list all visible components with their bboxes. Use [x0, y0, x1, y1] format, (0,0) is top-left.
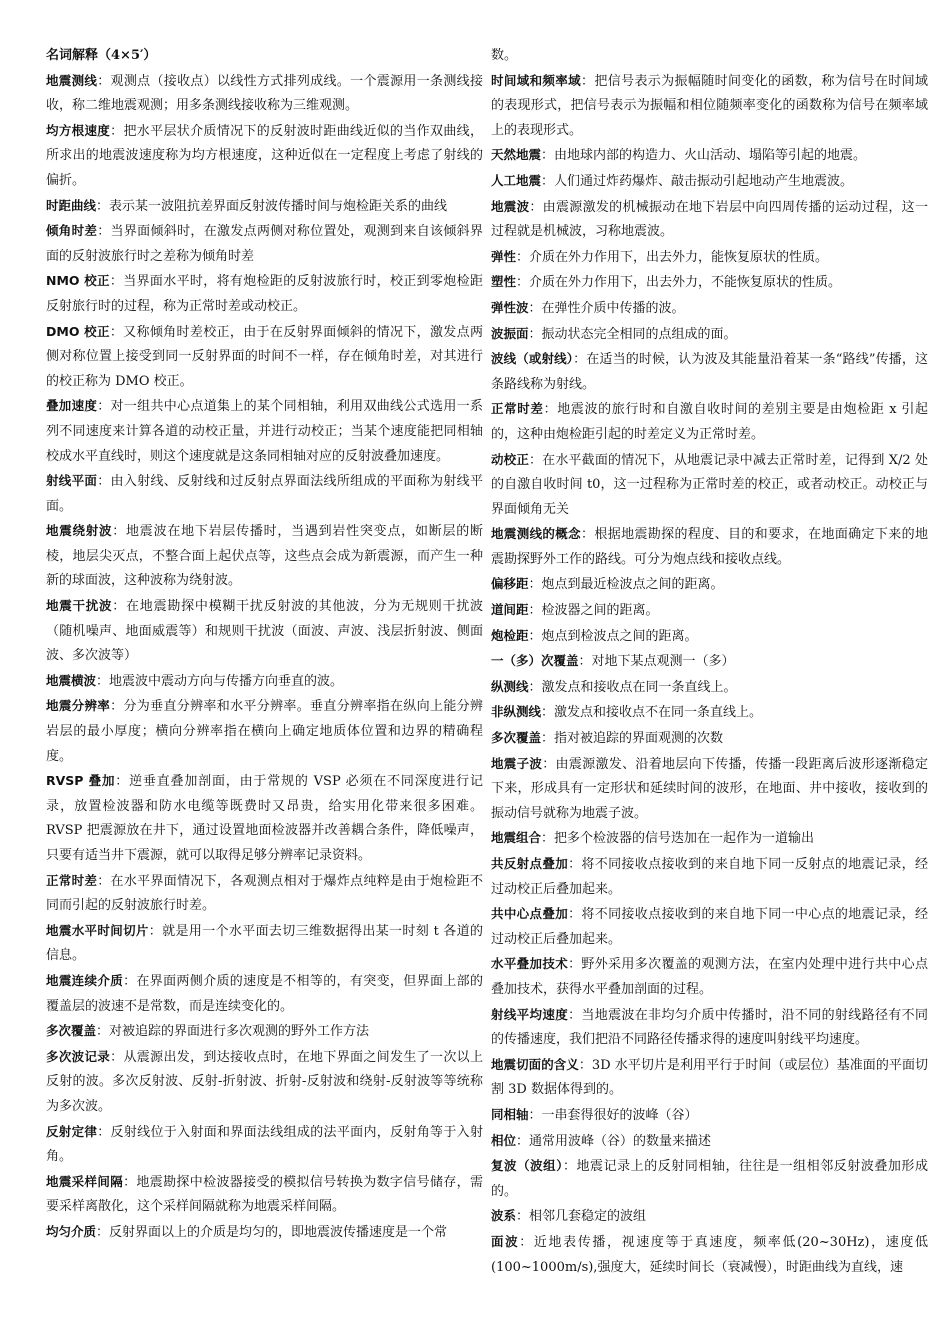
- term-label: 同相轴: [491, 1106, 529, 1122]
- term-label: 地震水平时间切片: [46, 922, 149, 938]
- term-entry: [46, 219, 483, 269]
- term-entry: [491, 143, 928, 169]
- term-definition: ：反射线位于入射面和界面法线组成的法平面内，反射角等于入射角。: [46, 1124, 483, 1165]
- term-definition: ：把多个检波器的信号迭加在一起作为一道输出: [541, 831, 815, 847]
- term-entry: [46, 119, 483, 194]
- term-label: 时间域和频率域: [491, 72, 582, 88]
- term-definition: ：地震波中震动方向与传播方向垂直的波。: [96, 673, 344, 689]
- term-entry: [491, 270, 928, 296]
- term-definition: ：振动状态完全相同的点组成的面。: [528, 326, 737, 342]
- term-label: 动校正: [491, 451, 529, 467]
- term-label: 多次波记录: [46, 1048, 111, 1064]
- right-entry-list: [491, 44, 928, 1280]
- term-label: 地震采样间隔: [46, 1173, 124, 1189]
- term-entry: [491, 726, 928, 752]
- term-definition: ：又称倾角时差校正，由于在反射界面倾斜的情况下，激发点两侧对称位置上接受到同一反射界面的时间不一样，存在倾角时差，对其进行的校正称为 DMO 校正。: [46, 324, 483, 389]
- term-definition: ：将不同接收点接收到的来自地下同一中心点的地震记录，经过动校正后叠加起来。: [491, 907, 928, 947]
- term-label: 地震连续介质: [46, 972, 124, 988]
- term-entry: [491, 522, 928, 572]
- term-definition: ：由震源激发、沿着地层向下传播，传播一段距离后波形逐渐稳定下来，形成具有一定形状和延续时间的波形，在地面、井中接收，接收到的振动信号就称为地震子波。: [491, 756, 928, 821]
- term-definition: ：炮点到检波点之间的距离。: [528, 628, 698, 644]
- term-definition: ：当地震波在非均匀介质中传播时，沿不同的射线路径有不同的传播速度，我们把沿不同路径传播求得的速度叫射线平均速度。: [491, 1007, 928, 1048]
- term-label: 地震绕射波: [46, 523, 113, 539]
- term-entry: [491, 952, 928, 1002]
- term-label: 波系: [491, 1208, 517, 1224]
- term-entry: [491, 826, 928, 852]
- term-entry: [491, 752, 928, 827]
- term-entry: [46, 1045, 483, 1120]
- term-label: 弹性波: [491, 299, 529, 315]
- term-entry: [491, 675, 928, 701]
- term-definition: ：激发点和接收点在同一条直线上。: [528, 679, 737, 695]
- term-label: 多次覆盖: [491, 730, 542, 746]
- term-label: DMO 校正: [46, 323, 110, 339]
- term-entry: [46, 594, 483, 669]
- term-label: NMO 校正: [46, 273, 110, 289]
- term-label: 地震干扰波: [46, 598, 113, 614]
- term-label: 射线平均速度: [491, 1006, 569, 1022]
- term-definition: ：当界面水平时，将有炮检距的反射波旅行时，校正到零炮检距反射旅行时的过程，称为正常时差或动校正。: [46, 274, 483, 314]
- term-definition: ：根据地震勘探的程度、目的和要求，在地面确定下来的地震勘探野外工作的路线。可分为炮点线和接收点线。: [491, 527, 928, 567]
- term-label: 共反射点叠加: [491, 856, 569, 871]
- term-label: 均匀介质: [46, 1223, 97, 1239]
- term-definition: ：表示某一波阻抗差界面反射波传播时间与炮检距关系的曲线: [96, 198, 448, 214]
- term-label: 多次覆盖: [46, 1023, 97, 1039]
- term-definition: ：炮点到最近检波点之间的距离。: [528, 577, 724, 593]
- term-entry: [491, 347, 928, 397]
- term-label: 共中心点叠加: [491, 906, 569, 922]
- term-label: 地震测线的概念: [491, 526, 582, 542]
- term-definition: ：把水平层状介质情况下的反射波时距曲线近似的当作双曲线，所求出的地震波速度称为均方根速度，这种近似在一定程度上考虑了射线的偏折。: [46, 123, 483, 188]
- term-entry: [46, 519, 483, 594]
- term-label: RVSP 叠加: [46, 773, 116, 789]
- term-label: 道间距: [491, 602, 529, 618]
- term-label: 地震分辨率: [46, 698, 111, 714]
- term-label: 波振面: [491, 325, 529, 341]
- term-entry: [46, 694, 483, 769]
- term-entry: [46, 969, 483, 1019]
- term-definition: ：近地表传播，视速度等于真速度，频率低(20~30Hz)，速度低(100~1000m/s),强度大，延续时间长（衰减慢），时距曲线为直线，速: [491, 1234, 928, 1275]
- term-definition: ：地震波的旅行时和自激自收时间的差别主要是由炮检距 x 引起的，这种由炮检距引起的时差定义为正常时差。: [491, 402, 928, 442]
- term-label: 水平叠加技术: [491, 956, 569, 972]
- term-definition: ：由入射线、反射线和过反射点界面法线所组成的平面称为射线平面。: [46, 474, 483, 514]
- term-definition: ：将不同接收点接收到的来自地下同一反射点的地震记录，经过动校正后叠加起来。: [491, 857, 928, 897]
- term-label: 非纵测线: [491, 704, 542, 720]
- term-entry: [46, 269, 483, 319]
- term-definition: ：相邻几套稳定的波组: [516, 1209, 647, 1225]
- term-entry: [491, 1204, 928, 1230]
- term-definition: ：从震源出发，到达接收点时，在地下界面之间发生了一次以上反射的波。多次反射波、反射-折射波、折射-反射波和绕射-反射波等等统称为多次波。: [46, 1049, 483, 1114]
- term-entry: [491, 700, 928, 726]
- term-definition: ：对地下某点观测一（多）: [578, 654, 735, 670]
- term-entry: [46, 1120, 483, 1170]
- term-definition: ：野外采用多次覆盖的观测方法，在室内处理中进行共中心点叠加技术，获得水平叠加剖面的过程。: [491, 957, 928, 997]
- term-definition: ：一串套得很好的波峰（谷）: [528, 1107, 698, 1123]
- term-label: 地震波: [491, 198, 530, 214]
- term-entry: [491, 1129, 928, 1155]
- term-entry: [46, 1220, 483, 1246]
- term-entry: [491, 902, 928, 952]
- term-entry: [491, 44, 928, 69]
- term-entry: [491, 1230, 928, 1280]
- section-heading: 名词解释（4×5′）: [46, 48, 157, 63]
- term-entry: [46, 394, 483, 469]
- right-column: [491, 44, 928, 1280]
- term-entry: [491, 572, 928, 598]
- term-definition: ：当界面倾斜时，在激发点两侧对称位置处，观测到来自该倾斜界面的反射波旅行时之差称为倾角时差: [46, 224, 483, 264]
- term-definition: ：人们通过炸药爆炸、敲击振动引起地动产生地震波。: [541, 173, 854, 189]
- term-definition: 数。: [491, 48, 518, 63]
- term-entry: [491, 649, 928, 675]
- term-label: 地震切面的含义: [491, 1056, 579, 1072]
- term-definition: ：在水平截面的情况下，从地震记录中减去正常时差，记得到 X/2 处的自激自收时间 t0，这一过程称为正常时差的校正，或者动校正。动校正与界面倾角无关: [491, 452, 928, 517]
- term-label: 正常时差: [491, 401, 544, 417]
- term-definition: ：在地震勘探中模糊干扰反射波的其他波，分为无规则干扰波（随机噪声、地面威震等）和规则干扰波（面波、声波、浅层折射波、侧面波、多次波等）: [46, 599, 483, 664]
- term-label: 天然地震: [491, 147, 542, 163]
- term-definition: ：观测点（接收点）以线性方式排列成线。一个震源用一条测线接收，称二维地震观测；用多条测线接收称为三维观测。: [46, 73, 483, 114]
- term-entry: [46, 1170, 483, 1220]
- term-definition: ：在界面两侧介质的速度是不相等的，有突变，但界面上部的覆盖层的波速不是常数，而是连续变化的。: [46, 973, 483, 1014]
- term-label: 正常时差: [46, 872, 98, 888]
- term-entry: [491, 852, 928, 902]
- term-entry: [491, 397, 928, 447]
- term-entry: [491, 69, 928, 144]
- term-entry: [491, 195, 928, 245]
- term-label: 纵测线: [491, 678, 529, 694]
- term-definition: ：把信号表示为振幅随时间变化的函数，称为信号在时间域的表现形式，把信号表示为振幅和相位随频率变化的函数称为信号在频率域上的表现形式。: [491, 73, 928, 138]
- term-entry: [46, 869, 483, 919]
- term-label: 射线平面: [46, 473, 98, 489]
- term-entry: [46, 469, 483, 519]
- term-definition: ：地震波在地下岩层传播时，当遇到岩性突变点，如断层的断棱，地层尖灭点，不整合面上起伏点等，这些点会成为新震源，而产生一种新的球面波，这种波称为绕射波。: [46, 524, 483, 589]
- term-label: 一（多）次覆盖: [491, 653, 579, 669]
- term-entry: [46, 320, 483, 395]
- term-entry: [491, 169, 928, 195]
- term-definition: ：激发点和接收点不在同一条直线上。: [541, 705, 763, 721]
- term-definition: ：在弹性介质中传播的波。: [528, 300, 685, 316]
- term-definition: ：由震源激发的机械振动在地下岩层中向四周传播的运动过程，这一过程就是机械波，习称地震波。: [491, 199, 928, 240]
- term-entry: [491, 1154, 928, 1204]
- left-column: [46, 44, 483, 1246]
- term-label: 时距曲线: [46, 197, 97, 213]
- term-entry: [46, 769, 483, 868]
- left-entry-list: [46, 69, 483, 1246]
- term-entry: [491, 1053, 928, 1103]
- term-definition: ：逆垂直叠加剖面，由于常规的 VSP 必须在不同深度进行记录，放置检波器和防水电缆等既费时又昂贵，给实用化带来很多困难。RVSP 把震源放在井下，通过设置地面检波器并改善耦合条件，降低噪声，只要有适当井下震源，就可以取得足够分辨率记录资料。: [46, 774, 483, 863]
- term-label: 偏移距: [491, 576, 529, 592]
- term-definition: ：地震勘探中检波器接受的模拟信号转换为数字信号储存，需要采样离散化，这个采样间隔就称为地震采样间隔。: [46, 1174, 483, 1215]
- term-definition: ：检波器之间的距离。: [528, 603, 659, 619]
- term-entry: [491, 322, 928, 348]
- term-label: 反射定律: [46, 1123, 98, 1139]
- term-label: 地震测线: [46, 72, 98, 88]
- term-label: 弹性: [491, 248, 517, 264]
- term-entry: [46, 1019, 483, 1045]
- term-label: 地震横波: [46, 672, 97, 688]
- term-label: 炮检距: [491, 627, 529, 643]
- term-definition: ：介质在外力作用下，出去外力，能恢复原状的性质。: [516, 249, 829, 265]
- term-label: 人工地震: [491, 172, 542, 188]
- term-label: 复波（波组）: [491, 1158, 563, 1174]
- term-definition: ：由地球内部的构造力、火山活动、塌陷等引起的地震。: [541, 148, 867, 164]
- term-definition: ：反射界面以上的介质是均匀的，即地震波传播速度是一个常: [96, 1224, 448, 1240]
- term-entry: [491, 1103, 928, 1129]
- term-label: 面波: [491, 1233, 520, 1249]
- term-entry: [46, 919, 483, 969]
- term-definition: ：通常用波峰（谷）的数量来描述: [516, 1133, 712, 1149]
- term-entry: [491, 598, 928, 624]
- term-label: 波线（或射线）: [491, 351, 574, 367]
- term-entry: [46, 69, 483, 119]
- term-entry: [46, 194, 483, 220]
- term-definition: ：对被追踪的界面进行多次观测的野外工作方法: [96, 1024, 370, 1040]
- term-label: 地震子波: [491, 755, 543, 771]
- term-label: 地震组合: [491, 830, 542, 846]
- term-entry: [491, 1003, 928, 1053]
- term-definition: ：介质在外力作用下，出去外力，不能恢复原状的性质。: [516, 275, 842, 291]
- term-label: 均方根速度: [46, 122, 111, 138]
- term-definition: ：在适当的时候，认为波及其能量沿着某一条“路线”传播，这条路线称为射线。: [491, 352, 928, 392]
- term-definition: ：指对被追踪的界面观测的次数: [541, 731, 724, 747]
- term-definition: ：在水平界面情况下，各观测点相对于爆炸点纯粹是由于炮检距不同而引起的反射波旅行时差。: [46, 873, 483, 914]
- term-definition: ：3D 水平切片是利用平行于时间（或层位）基准面的平面切割 3D 数据体得到的。: [491, 1057, 928, 1098]
- term-entry: [491, 448, 928, 523]
- term-entry: [491, 245, 928, 271]
- term-label: 倾角时差: [46, 223, 98, 239]
- term-label: 塑性: [491, 274, 517, 290]
- term-entry: [491, 624, 928, 650]
- term-entry: [46, 669, 483, 695]
- term-entry: [491, 296, 928, 322]
- term-definition: ：分为垂直分辨率和水平分辨率。垂直分辨率指在纵向上能分辨岩层的最小厚度；横向分辨率指在横向上确定地质体位置和边界的精确程度。: [46, 699, 483, 764]
- term-definition: ：对一组共中心点道集上的某个同相轴，利用双曲线公式选用一系列不同速度来计算各道的动校正量，并进行动校正；当某个速度能把同相轴校成水平直线时，则这个速度就是这条同相轴对应的反射波叠加速度。: [46, 399, 483, 464]
- term-definition: ：就是用一个水平面去切三维数据得出某一时刻 t 各道的信息。: [46, 923, 483, 964]
- term-label: 相位: [491, 1132, 517, 1148]
- term-label: 叠加速度: [46, 398, 98, 414]
- term-definition: ：地震记录上的反射同相轴，往往是一组相邻反射波叠加形成的。: [491, 1159, 928, 1199]
